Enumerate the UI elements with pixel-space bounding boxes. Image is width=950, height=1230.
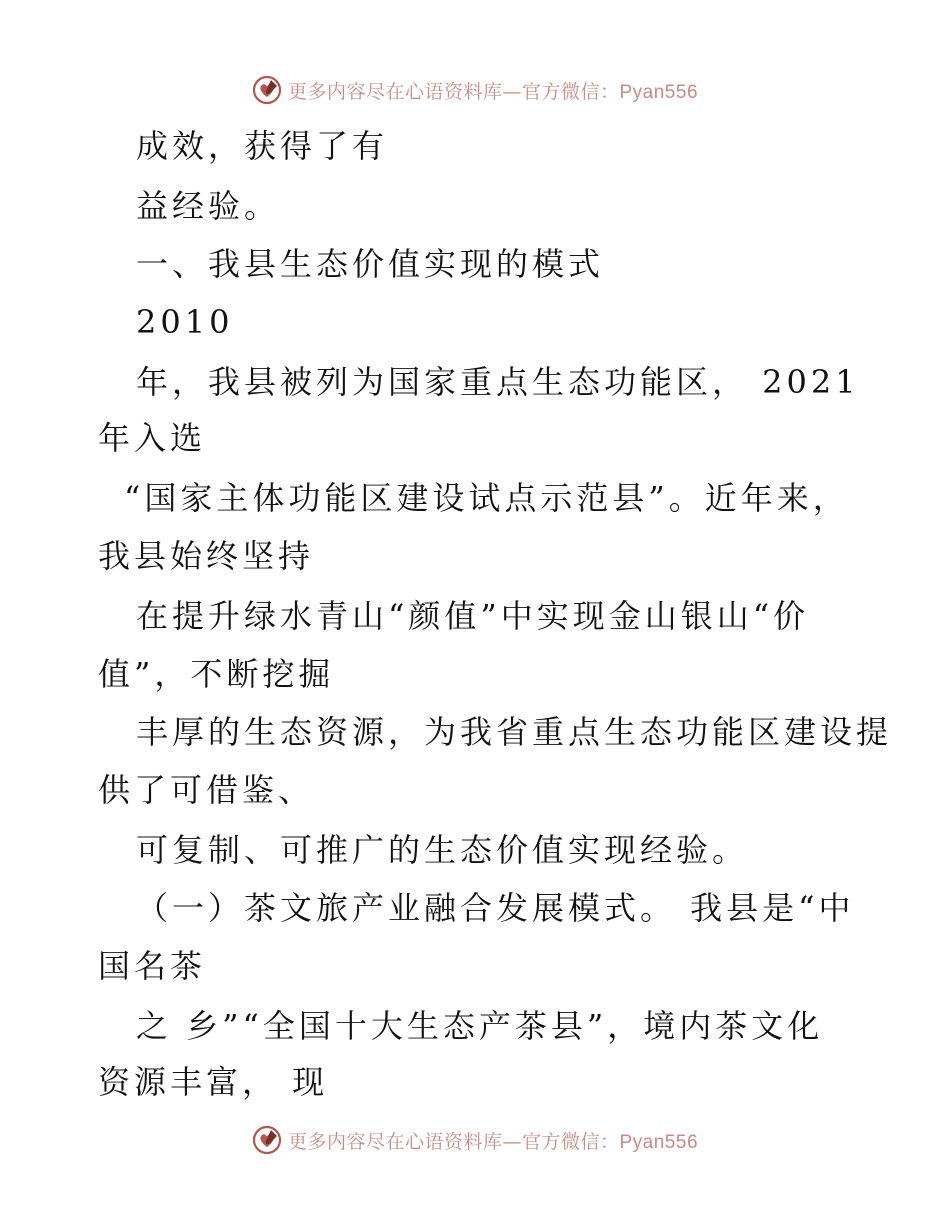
- text-line: 丰厚的生态资源，为我省重点生态功能区建设提: [136, 713, 893, 751]
- text-line: 资源丰富， 现: [98, 1063, 329, 1101]
- text-line: 国名茶: [98, 947, 207, 985]
- watermark-text: 更多内容尽在心语资料库—官方微信：Pyan556: [287, 80, 699, 103]
- text-line: 年入选: [98, 419, 207, 457]
- text-line: 成效，获得了有: [136, 127, 389, 165]
- heart-pen-logo-icon: [252, 75, 282, 105]
- text-line: 年，我县被列为国家重点生态功能区， 2021: [136, 363, 860, 401]
- footer-watermark: [0, 1120, 950, 1160]
- text-line: 在提升绿水青山“颜值”中实现金山银山“价: [136, 597, 810, 635]
- text-line: 2010: [136, 303, 234, 341]
- header-watermark: [0, 70, 950, 110]
- watermark-text: 更多内容尽在心语资料库—官方微信：Pyan556: [287, 1130, 699, 1153]
- text-line: 供了可借鉴、: [98, 771, 315, 809]
- subsection-heading: （一）茶文旅产业融合发展模式。 我县是“中: [136, 889, 855, 927]
- text-line: 值”，不断挖掘: [98, 655, 335, 693]
- text-line: 可复制、可推广的生态价值实现经验。: [136, 831, 749, 869]
- heart-pen-logo-icon: [252, 1125, 282, 1155]
- section-heading: 一、我县生态价值实现的模式: [136, 245, 605, 283]
- text-line: 我县始终坚持: [98, 537, 315, 575]
- text-line: 益经验。: [136, 187, 281, 225]
- text-line: 之 乡”“全国十大生态产茶县”，境内茶文化: [136, 1007, 824, 1045]
- text-line: “国家主体功能区建设试点示范县”。近年来，: [124, 479, 849, 517]
